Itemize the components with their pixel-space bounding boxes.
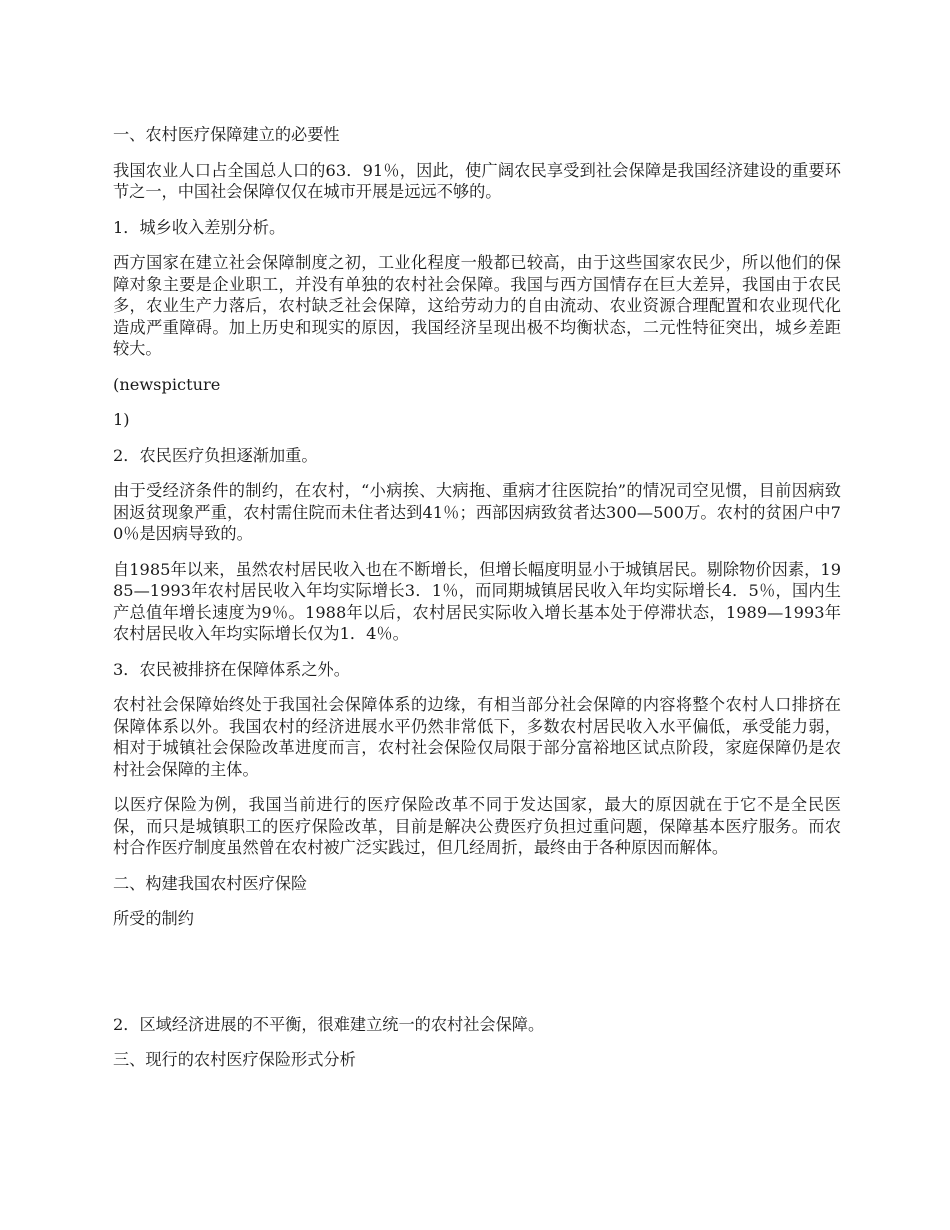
paragraph-western-comparison: 西方国家在建立社会保障制度之初，工业化程度一般都已较高，由于这些国家农民少，所以他们的保障对象主要是企业职工，并没有单独的农村社会保障。我国与西方国情存在巨大差异，我国由于农民多，农业生产力落后，农村缺乏社会保障，这给劳动力的自由流动、农业资源合理配置和农业现代化造成严重障碍。加上历史和现实的原因，我国经济呈现出极不均衡状态，二元性特征突出，城乡差距较大。 <box>113 253 841 358</box>
subheading-regional-imbalance: 2．区域经济进展的不平衡，很难建立统一的农村社会保障。 <box>113 1014 545 1034</box>
paragraph-social-security-edge: 农村社会保障始终处于我国社会保障体系的边缘，有相当部分社会保障的内容将整个农村人口排挤在保障体系以外。我国农村的经济进展水平仍然非常低下，多数农村居民收入水平偏低，承受能力弱，相对于城镇社会保险改革进度而言，农村社会保险仅局限于部分富裕地区试点阶段，家庭保障仍是农村社会保障的主体。 <box>113 695 841 779</box>
paragraph-rural-population: 我国农业人口占全国总人口的63．91％，因此，使广阔农民享受到社会保障是我国经济建设的重要环节之一，中国社会保障仅仅在城市开展是远远不够的。 <box>113 160 841 201</box>
section-heading-3: 三、现行的农村医疗保险形式分析 <box>113 1050 356 1069</box>
document-body <box>113 124 841 1085</box>
subheading-excluded: 3．农民被排挤在保障体系之外。 <box>113 659 350 679</box>
section-heading-2-continued: 所受的制约 <box>113 909 194 928</box>
picture-placeholder-close: 1) <box>113 410 130 429</box>
paragraph-income-growth: 自1985年以来，虽然农村居民收入也在不断增长，但增长幅度明显小于城镇居民。剔除物价因素，1985—1993年农村居民收入年均实际增长3．1％，而同期城镇居民收入年均实际增长4．5％，国内生产总值年增长速度为9％。1988年以后，农村居民实际收入增长基本处于停滞状态，1989—1993年农村居民收入年均实际增长仅为1．4％。 <box>113 559 841 643</box>
paragraph-medical-insurance-example: 以医疗保险为例，我国当前进行的医疗保险改革不同于发达国家，最大的原因就在于它不是全民医保，而只是城镇职工的医疗保险改革，目前是解决公费医疗负担过重问题，保障基本医疗服务。而农村合作医疗制度虽然曾在农村被广泛实践过，但几经周折，最终由于各种原因而解体。 <box>113 795 841 857</box>
subheading-income-gap: 1．城乡收入差别分析。 <box>113 217 286 237</box>
section-heading-2: 二、构建我国农村医疗保险 <box>113 873 308 893</box>
picture-placeholder-open: (newspicture <box>113 374 221 394</box>
section-heading-1: 一、农村医疗保障建立的必要性 <box>113 125 340 144</box>
subheading-medical-burden: 2．农民医疗负担逐渐加重。 <box>113 445 318 465</box>
paragraph-illness-poverty: 由于受经济条件的制约，在农村，“小病挨、大病拖、重病才往医院抬”的情况司空见惯，目前因病致困返贫现象严重，农村需住院而未住者达到41％；西部因病致贫者达300—500万。农村的贫困户中70％是因病导致的。 <box>113 481 841 543</box>
